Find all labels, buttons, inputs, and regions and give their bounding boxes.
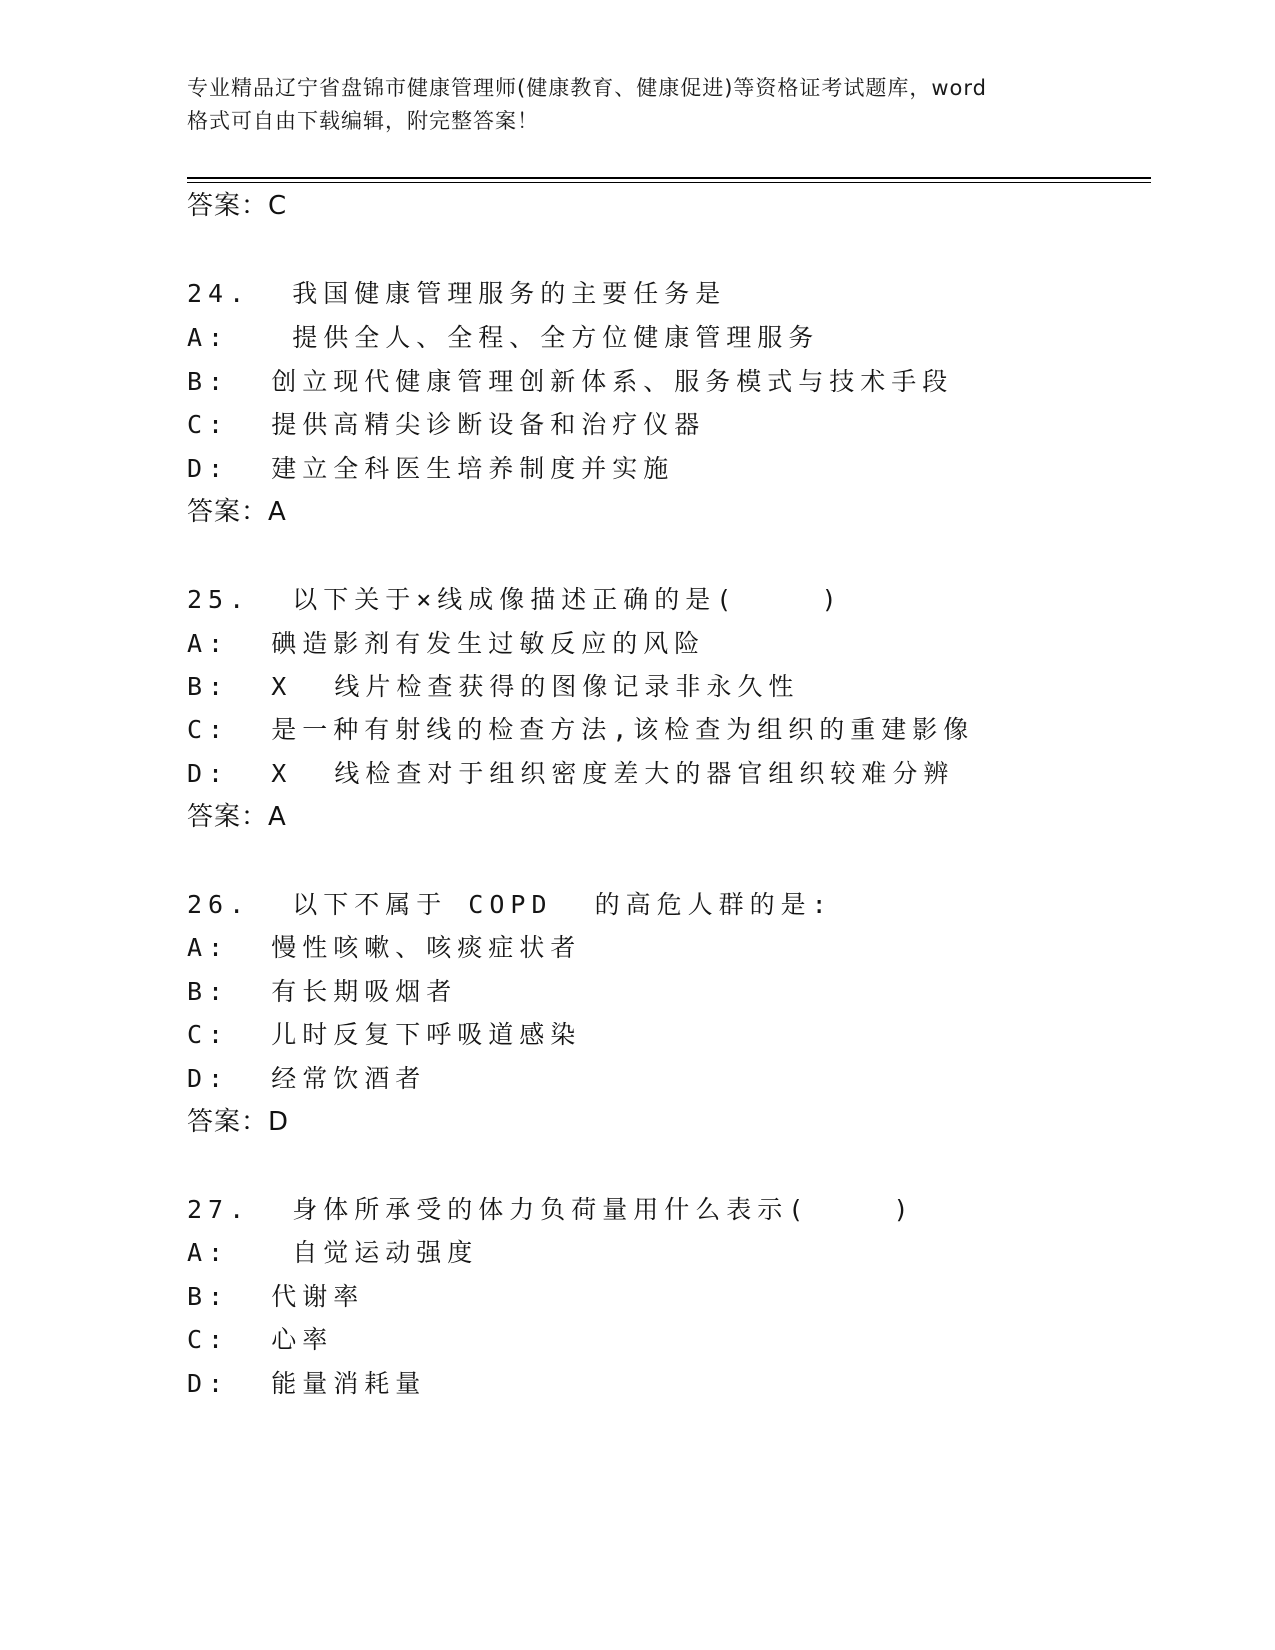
option-a: A: 碘造影剂有发生过敏反应的风险: [187, 629, 706, 658]
option-b: B: 代谢率: [187, 1282, 365, 1311]
option-b: B: 创立现代健康管理创新体系、服务模式与技术手段: [187, 367, 954, 396]
document-header: [187, 72, 1087, 138]
question-stem: 26. 以下不属于 COPD 的高危人群的是:: [187, 890, 833, 919]
option-d: D: 能量消耗量: [187, 1369, 427, 1398]
option-c: C: 儿时反复下呼吸道感染: [187, 1020, 582, 1049]
option-c: C: 是一种有射线的检查方法,该检查为组织的重建影像: [187, 715, 975, 744]
option-b: B: 有长期吸烟者: [187, 977, 458, 1006]
answer: 答案：D: [187, 1107, 290, 1137]
header-line-1: 专业精品辽宁省盘锦市健康管理师(健康教育、健康促进)等资格证考试题库，word: [187, 76, 988, 100]
option-c: C: 提供高精尖诊断设备和治疗仪器: [187, 410, 706, 439]
option-a: A: 慢性咳嗽、咳痰症状者: [187, 933, 582, 962]
answer: 答案：A: [187, 802, 287, 832]
option-d: D: 经常饮酒者: [187, 1064, 427, 1093]
header-rule-thin: [187, 182, 1151, 183]
question-stem: 25. 以下关于×线成像描述正确的是( ): [187, 585, 843, 614]
option-b: B: X 线片检查获得的图像记录非永久性: [187, 672, 800, 701]
previous-answer: 答案：C: [187, 191, 288, 221]
question-stem: 27. 身体所承受的体力负荷量用什么表示( ): [187, 1195, 915, 1224]
question-stem: 24. 我国健康管理服务的主要任务是: [187, 279, 727, 308]
answer: 答案：A: [187, 497, 287, 527]
header-line-2: 格式可自由下载编辑，附完整答案！: [187, 109, 539, 133]
option-d: D: X 线检查对于组织密度差大的器官组织较难分辨: [187, 759, 955, 788]
header-rule-thick: [187, 177, 1151, 179]
option-a: A: 自觉运动强度: [187, 1238, 479, 1267]
option-a: A: 提供全人、全程、全方位健康管理服务: [187, 323, 820, 352]
option-d: D: 建立全科医生培养制度并实施: [187, 454, 675, 483]
option-c: C: 心率: [187, 1325, 334, 1354]
